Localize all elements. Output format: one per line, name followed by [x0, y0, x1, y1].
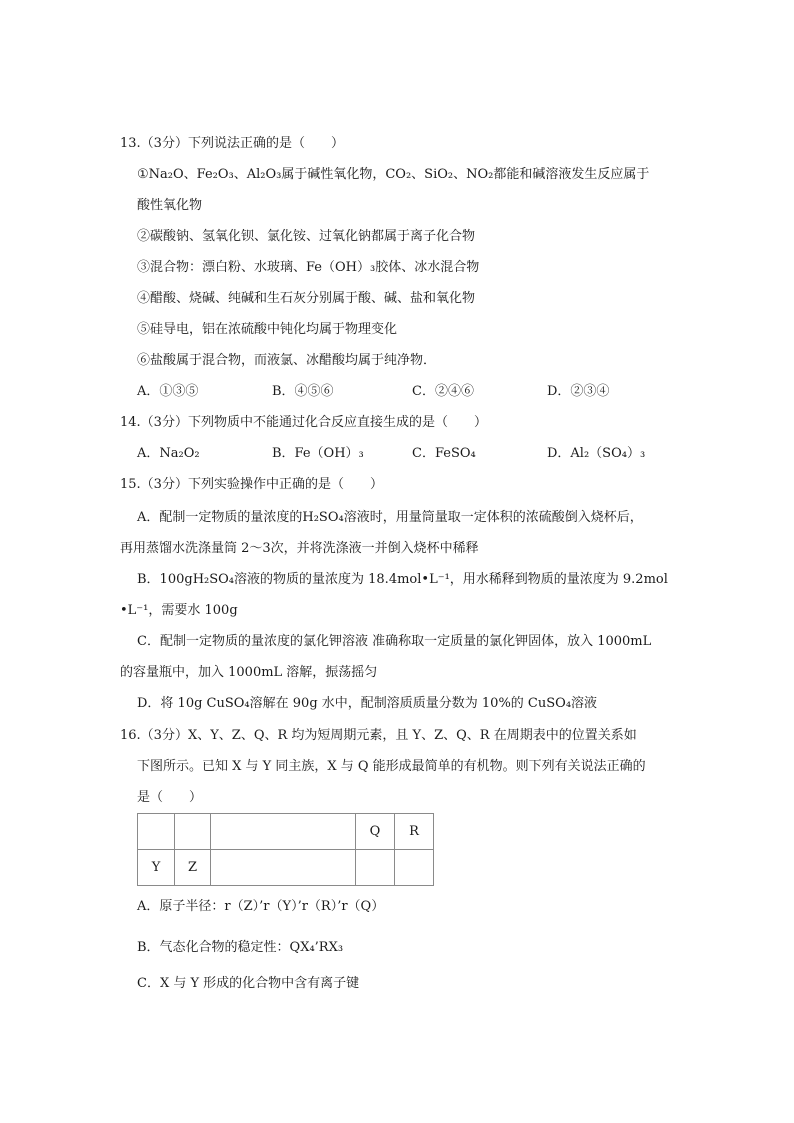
q16-option-c[interactable]: C．X 与 Y 形成的化合物中含有离子键: [137, 976, 360, 991]
q13-item-6: ⑥盐酸属于混合物，而液氯、冰醋酸均属于纯净物．: [137, 353, 437, 368]
q14-option-c[interactable]: C．FeSO₄: [412, 446, 476, 461]
grid-cell: [211, 850, 356, 886]
grid-row-1: [138, 814, 434, 850]
grid-cell: [175, 814, 211, 850]
q13-option-d[interactable]: D．②③④: [547, 384, 610, 399]
q14-option-a[interactable]: A．Na₂O₂: [137, 446, 200, 461]
q13-item-1-cont: 酸性氧化物: [137, 198, 203, 213]
q15-option-c-cont: 的容量瓶中，加入 1000mL 溶解，振荡摇匀: [120, 665, 378, 680]
grid-cell: Q: [356, 814, 395, 850]
grid-cell: [138, 814, 175, 850]
question-14-stem: 14.（3分）下列物质中不能通过化合反应直接生成的是（ ）: [120, 415, 487, 430]
grid-cell: [356, 850, 395, 886]
q16-option-b[interactable]: B．气态化合物的稳定性：QX₄’RX₃: [137, 940, 344, 955]
q13-item-2: ②碳酸钠、氢氧化钡、氯化铵、过氧化钠都属于离子化合物: [137, 229, 476, 244]
grid-cell: Y: [138, 850, 175, 886]
q13-option-a[interactable]: A．①③⑤: [137, 384, 199, 399]
q15-option-d[interactable]: D．将 10g CuSO₄溶解在 90g 水中，配制溶质质量分数为 10%的 CuSO₄溶液: [137, 696, 598, 711]
q13-option-c[interactable]: C．②④⑥: [412, 384, 474, 399]
question-13-stem: 13.（3分）下列说法正确的是（ ）: [120, 136, 344, 151]
grid-cell: [395, 850, 434, 886]
question-16-stem: 16.（3分）X、Y、Z、Q、R 均为短周期元素，且 Y、Z、Q、R 在周期表中的位置关系如: [120, 728, 637, 743]
periodic-table-grid: [137, 813, 434, 886]
question-15-stem: 15.（3分）下列实验操作中正确的是（ ）: [120, 477, 383, 492]
q14-option-b[interactable]: B．Fe（OH）₃: [272, 446, 364, 461]
q15-option-a[interactable]: A．配制一定物质的量浓度的H₂SO₄溶液时，用量筒量取一定体积的浓硫酸倒入烧杯后，: [137, 510, 643, 525]
q13-item-3: ③混合物：漂白粉、水玻璃、Fe（OH）₃胶体、冰水混合物: [137, 260, 480, 275]
q13-item-1: ①Na₂O、Fe₂O₃、Al₂O₃属于碱性氧化物，CO₂、SiO₂、NO₂都能和碱溶液发生反应属于: [137, 167, 650, 182]
grid-cell: Z: [175, 850, 211, 886]
grid-cell: [211, 814, 356, 850]
q13-option-b[interactable]: B．④⑤⑥: [272, 384, 334, 399]
grid-cell: R: [395, 814, 434, 850]
question-16-stem-cont-1: 下图所示。已知 X 与 Y 同主族，X 与 Q 能形成最简单的有机物。则下列有关说法正确的: [137, 759, 646, 774]
q15-option-a-cont: 再用蒸馏水洗涤量筒 2～3次，并将洗涤液一并倒入烧杯中稀释: [120, 541, 479, 556]
q15-option-c[interactable]: C．配制一定物质的量浓度的氯化钾溶液 准确称取一定质量的氯化钾固体，放入 1000mL: [137, 634, 652, 649]
q16-option-a[interactable]: A．原子半径：r（Z）’r（Y）’r（R）’r（Q）: [137, 899, 385, 914]
question-16-stem-cont-2: 是（ ）: [137, 790, 203, 805]
grid-row-2: [138, 850, 434, 886]
q15-option-b[interactable]: B．100gH₂SO₄溶液的物质的量浓度为 18.4mol•L⁻¹，用水稀释到物质的量浓度为 9.2mol: [137, 572, 668, 587]
q15-option-b-cont: •L⁻¹，需要水 100g: [120, 603, 238, 618]
q13-item-5: ⑤硅导电，铝在浓硫酸中钝化均属于物理变化: [137, 322, 398, 337]
q14-option-d[interactable]: D．Al₂（SO₄）₃: [547, 446, 646, 461]
q13-item-4: ④醋酸、烧碱、纯碱和生石灰分别属于酸、碱、盐和氧化物: [137, 291, 476, 306]
